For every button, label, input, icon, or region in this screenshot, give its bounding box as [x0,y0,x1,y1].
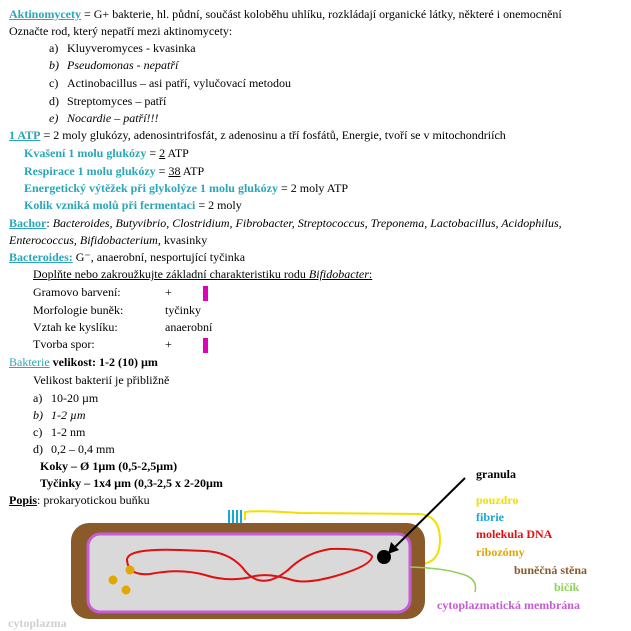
label-granula: granula [476,467,517,481]
bakterie-koky: Koky – Ø 1µm (0,5-2,5µm) [40,459,178,473]
bakterie-option-c: c) 1-2 nm [33,425,86,439]
bakterie-question: Velikost bakterií je přibližně [33,373,170,387]
bakterie-option-b: b) 1-2 µm [33,408,86,422]
bacteroides-title: Bacteroides: [9,250,73,264]
popis-title: Popis [9,493,38,507]
popis-line: Popis: prokaryotickou buňku [9,493,150,507]
bakterie-option-d: d) 0,2 – 0,4 mm [33,442,115,456]
label-dna: molekula DNA [476,527,553,541]
label-pouzdro: pouzdro [476,493,519,507]
actino-option-e: e) Nocardie – patří!!! [49,111,159,125]
actino-option-a: a) Kluyveromyces - kvasinka [49,41,196,55]
actino-question: Označte rod, který nepatří mezi aktinomycety: [9,24,233,38]
bakterie-option-a: a) 10-20 µm [33,391,99,405]
bachor-line-2: Enterococcus, Bifidobacterium, kvasinky [9,233,208,247]
bakterie-heading-line: Bakterie velikost: 1-2 (10) µm [9,355,158,369]
bachor-title: Bachor [9,216,47,230]
bifido-row-spory: Tvorba spor: + [33,337,208,353]
atp-desc: = 2 moly glukózy, adenosintrifosfát, z adenosinu a tří fosfátů, Energie, tvoří se v mitochondriích [40,128,506,142]
atp-kvaseni: Kvašení 1 molu glukózy = 2 ATP [24,146,189,160]
atp-vytezek: Energetický výtěžek při glykolýze 1 molu glukózy = 2 moly ATP [24,181,349,195]
label-bicik: bičík [554,580,580,594]
actino-option-d: d) Streptomyces – patří [49,94,167,108]
label-fibrie: fibrie [476,510,504,524]
bakterie-tycinky: Tyčinky – 1x4 µm (0,3-2,5 x 2-20µm [40,476,223,490]
actino-title: Aktinomycety [9,7,81,21]
atp-title: 1 ATP [9,128,41,142]
actino-option-b: b) Pseudomonas - nepatří [49,58,179,72]
bifido-row-gram: Gramovo barvení: + [33,285,208,301]
actino-desc: = G+ bakterie, hl. půdní, součást koloběhu uhlíku, rozkládají organické látky, některé i onemocnění [81,7,562,21]
atp-respirace: Respirace 1 molu glukózy = 38 ATP [24,164,205,178]
fimbriae [229,510,241,524]
bifido-row-kyslik: Vztah ke kyslíku: anaerobní [33,320,213,334]
atp-kolik: Kolik vzniká molů při fermentaci = 2 moly [24,198,242,212]
label-bunecna-stena: buněčná stěna [514,563,588,577]
bachor-line-1: Bachor: Bacteroides, Butyvibrio, Clostridium, Fibrobacter, Streptococcus, Treponema, Lactobacillus, Acidophilus, [9,216,562,230]
label-ribozomy: ribozómy [476,545,525,559]
label-membrana: cytoplazmatická membrána [437,598,580,612]
bacteroides-line: Bacteroides: G⁻, anaerobní, nesportující tyčinka [9,250,246,264]
bifido-instruction: Doplňte nebo zakroužkujte základní charakteristiku rodu Bifidobacter: [33,267,373,281]
actino-option-c: c) Actinobacillus – asi patří, vylučovací metodou [49,76,291,90]
bifido-row-morfologie: Morfologie buněk: tyčinky [33,303,201,317]
label-cytoplazma: cytoplazma [8,616,67,630]
bakterie-title: Bakterie [9,355,50,369]
